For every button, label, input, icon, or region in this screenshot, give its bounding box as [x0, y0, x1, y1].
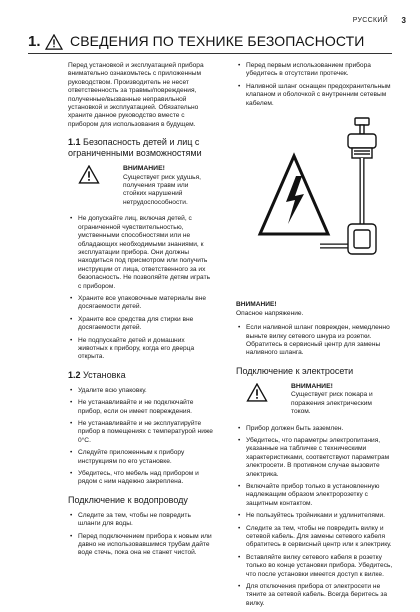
warning-text: Существует риск удушья, получения травм или стойких нарушений нетрудоспособности.	[123, 173, 201, 206]
subsection-title: Установка	[83, 369, 126, 380]
warning-triangle-icon	[246, 383, 268, 402]
hose-damage-list	[236, 324, 393, 358]
left-column	[68, 62, 213, 562]
warning-block	[236, 383, 393, 417]
page-number: 3	[401, 16, 406, 25]
water-connection-list	[68, 512, 213, 558]
list-item: • Не подпускайте детей и домашних животных к прибору, когда его дверца открыта.	[68, 337, 213, 362]
subsection-heading-children	[68, 137, 213, 159]
electric-connection-list	[236, 425, 393, 609]
subsection-heading-installation	[68, 370, 213, 381]
section-title: СВЕДЕНИЯ ПО ТЕХНИКЕ БЕЗОПАСНОСТИ	[70, 33, 365, 49]
subsection-title: Безопасность детей и лиц с ограниченными возможностями	[68, 137, 202, 159]
warning-block	[68, 165, 213, 207]
list-item: • Храните все упаковочные материалы вне досягаемости детей.	[68, 295, 213, 312]
list-item: • Перед первым использованием прибора убедитесь в отсутствии протечек.	[236, 62, 393, 79]
section-number: 1.	[28, 33, 41, 50]
list-item: • Если наливной шланг поврежден, немедленно выньте вилку сетевого шнура из розетки. Обратитесь в сервисный центр для замены наливного шланга.	[236, 324, 393, 358]
list-item: • Храните все средства для стирки вне досягаемости детей.	[68, 316, 213, 333]
list-item: • Наливной шланг оснащен предохранительным клапаном и оболочкой с внутренним сетевым кабелем.	[236, 83, 393, 108]
warning-triangle-icon	[45, 34, 63, 50]
installation-list	[68, 387, 213, 487]
list-item: • Не пользуйтесь тройниками и удлинителями.	[236, 512, 393, 520]
warning-block	[236, 275, 393, 299]
warning-text: Существует риск пожара и поражения электрическим током.	[291, 391, 373, 416]
list-item: • Удалите всю упаковку.	[68, 387, 213, 395]
language-label: РУССКИЙ	[352, 17, 388, 24]
list-item: • Убедитесь, что мебель над прибором и рядом с ним надежно закреплена.	[68, 470, 213, 487]
subsection-number: 1.2	[68, 369, 81, 380]
list-item: • Следите за тем, чтобы не повредить шланги для воды.	[68, 512, 213, 529]
electric-connection-heading: Подключение к электросети	[236, 365, 354, 376]
voltage-warning	[236, 301, 393, 318]
tap-icon	[348, 118, 376, 158]
warning-label: ВНИМАНИЕ!	[123, 165, 165, 173]
list-item: • Следуйте приложенным к прибору инструкциям по его установке.	[68, 449, 213, 466]
electric-hazard-icon	[260, 156, 328, 234]
list-item: • Включайте прибор только в установленную надлежащим образом электророзетку с защитным контактом.	[236, 483, 393, 508]
warning-label: ВНИМАНИЕ!	[236, 301, 277, 309]
section-heading	[28, 33, 63, 50]
right-column	[236, 62, 393, 612]
list-item: • Вставляйте вилку сетевого кабеля в розетку только во конце установки прибора. Убедитесь, что после установки имеется доступ к вилке.	[236, 554, 393, 579]
list-item: • Не устанавливайте и не эксплуатируйте прибор в помещениях с температурой ниже 0°C.	[68, 420, 213, 445]
intro-paragraph: Перед установкой и эксплуатацией прибора внимательно ознакомьтесь с приложенным руководством. Производитель не несет ответственность за травмы/повреждения, полученные/вызванные неправильной установкой и эксплуатацией. Обязательно храните данное руководство вместе с прибором для использования в будущем.	[68, 62, 204, 128]
safety-valve	[348, 224, 376, 254]
water-connection-heading: Подключение к водопроводу	[68, 494, 188, 505]
water-connection-list-cont	[236, 62, 393, 108]
list-item: • Не устанавливайте и не подключайте прибор, если он имеет повреждения.	[68, 399, 213, 416]
list-item: • Следите за тем, чтобы не повредить вилку и сетевой кабель. Для замены сетевого кабеля обратитесь в сервисный центр или к электрику.	[236, 525, 393, 550]
warning-label: ВНИМАНИЕ!	[291, 382, 333, 390]
subsection-number: 1.1	[68, 137, 81, 148]
list-item: • Прибор должен быть заземлен.	[236, 425, 393, 433]
list-item: • Не допускайте лиц, включая детей, с ограниченной чувствительностью, умственными способностями или не обладающих необходимыми знаниями, к эксплуатации прибора. Они должны находиться под присмотром или получить инструкции от лица, ответственного за их безопасность. Не позволяйте детям играть с прибором.	[68, 215, 213, 291]
list-item: • Перед подключением прибора к новым или давно не использовавшимся трубам дайте воде стечь, пока она не станет чистой.	[68, 533, 213, 558]
title-divider	[28, 53, 392, 54]
inlet-hose-warning-illustration	[240, 114, 390, 264]
list-item: • Убедитесь, что параметры электропитания, указанные на табличке с техническими характеристиками, соответствуют параметрам электросети. В противном случае вызовите электрика.	[236, 437, 393, 479]
warning-triangle-icon	[78, 165, 100, 184]
list-item: • Для отключения прибора от электросети не тяните за сетевой кабель. Всегда беритесь за вилку.	[236, 583, 393, 608]
warning-text: Опасное напряжение.	[236, 309, 304, 317]
children-safety-list	[68, 215, 213, 362]
